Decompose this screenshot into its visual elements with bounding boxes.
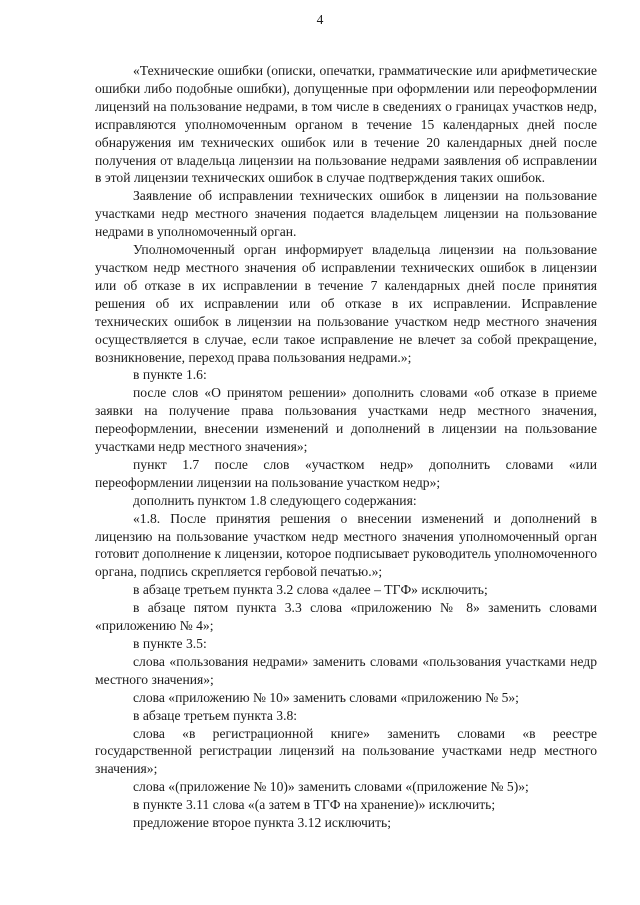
paragraph-add-clause-1-8: дополнить пунктом 1.8 следующего содержания: <box>133 492 417 508</box>
paragraph-clause-3-5-words-1: слова «пользования недрами» заменить словами «пользования участками недр местного значения»; <box>95 653 597 687</box>
paragraph-application: Заявление об исправлении технических ошибок в лицензии на пользование участками недр местного значения подается владельцем лицензии на пользование недрами в уполномоченный орган. <box>95 188 597 240</box>
page-number: 4 <box>316 12 324 27</box>
paragraph-clause-3-8: в абзаце третьем пункта 3.8: <box>133 707 298 723</box>
paragraph-clause-3-3: в абзаце пятом пункта 3.3 слова «приложению № 8» заменить словами «приложению № 4»; <box>95 600 597 634</box>
paragraph-clause-1-8-text: «1.8. После принятия решения о внесении изменений и дополнений в лицензию на пользование участком недр местного значения уполномоченный орган готовит дополнение к лицензии, которое подписывает руководитель уполномоченного органа, подпись скрепляется гербовой печатью.»; <box>95 510 597 580</box>
paragraph-technical-errors: «Технические ошибки (описки, опечатки, грамматические или арифметические ошибки либо подобные ошибки), допущенные при оформлении или переоформлении лицензий на пользование недрами, в том числе в сведениях о границах участков недр, исправляются уполномоченным органом в течение 15 календарных дней после обнаружения им технических ошибок или в течение 20 календарных дней после получения от владельца лицензии на пользование недрами заявления об исправлении в этой лицензии технических ошибок в случае подтверждения таких ошибок. <box>95 63 597 186</box>
paragraph-clause-3-12: предложение второе пункта 3.12 исключить; <box>133 815 392 831</box>
paragraph-clause-3-8-words-1: слова «в регистрационной книге» заменить словами «в реестре государственной регистрации лицензий на пользование участками недр местного значения»; <box>95 725 597 777</box>
document-body <box>95 62 597 832</box>
paragraph-clause-3-5: в пункте 3.5: <box>133 636 207 651</box>
paragraph-clause-3-11: в пункте 3.11 слова «(а затем в ТГФ на хранение)» исключить; <box>133 797 496 813</box>
paragraph-clause-1-6: в пункте 1.6: <box>133 367 207 383</box>
paragraph-clause-3-2: в абзаце третьем пункта 3.2 слова «далее – ТГФ» исключить; <box>133 582 488 598</box>
paragraph-informing: Уполномоченный орган информирует владельца лицензии на пользование участком недр местного значения об исправлении технических ошибок в лицензии или об отказе в их исправлении в течение 7 календарных дней после принятия решения об их исправлении или об отказе в их исправлении. Исправление технических ошибок в лицензии на пользование участком недр местного значения осуществляется в случае, если такое исправление не влечет за собой прекращение, возникновение, переход права пользования недрами.»; <box>95 242 597 365</box>
paragraph-clause-3-8-words-2: слова «(приложение № 10)» заменить словами «(приложение № 5)»; <box>133 779 529 795</box>
paragraph-clause-1-7: пункт 1.7 после слов «участком недр» дополнить словами «или переоформлении лицензии на пользование участком недр»; <box>95 456 597 490</box>
paragraph-clause-1-6-text: после слов «О принятом решении» дополнить словами «об отказе в приеме заявки на получение права пользования участками недр местного значения, переоформлении, внесении изменений и дополнений в лицензии на пользование участками недр местного значения»; <box>95 385 597 455</box>
paragraph-clause-3-5-words-2: слова «приложению № 10» заменить словами «приложению № 5»; <box>133 689 519 705</box>
